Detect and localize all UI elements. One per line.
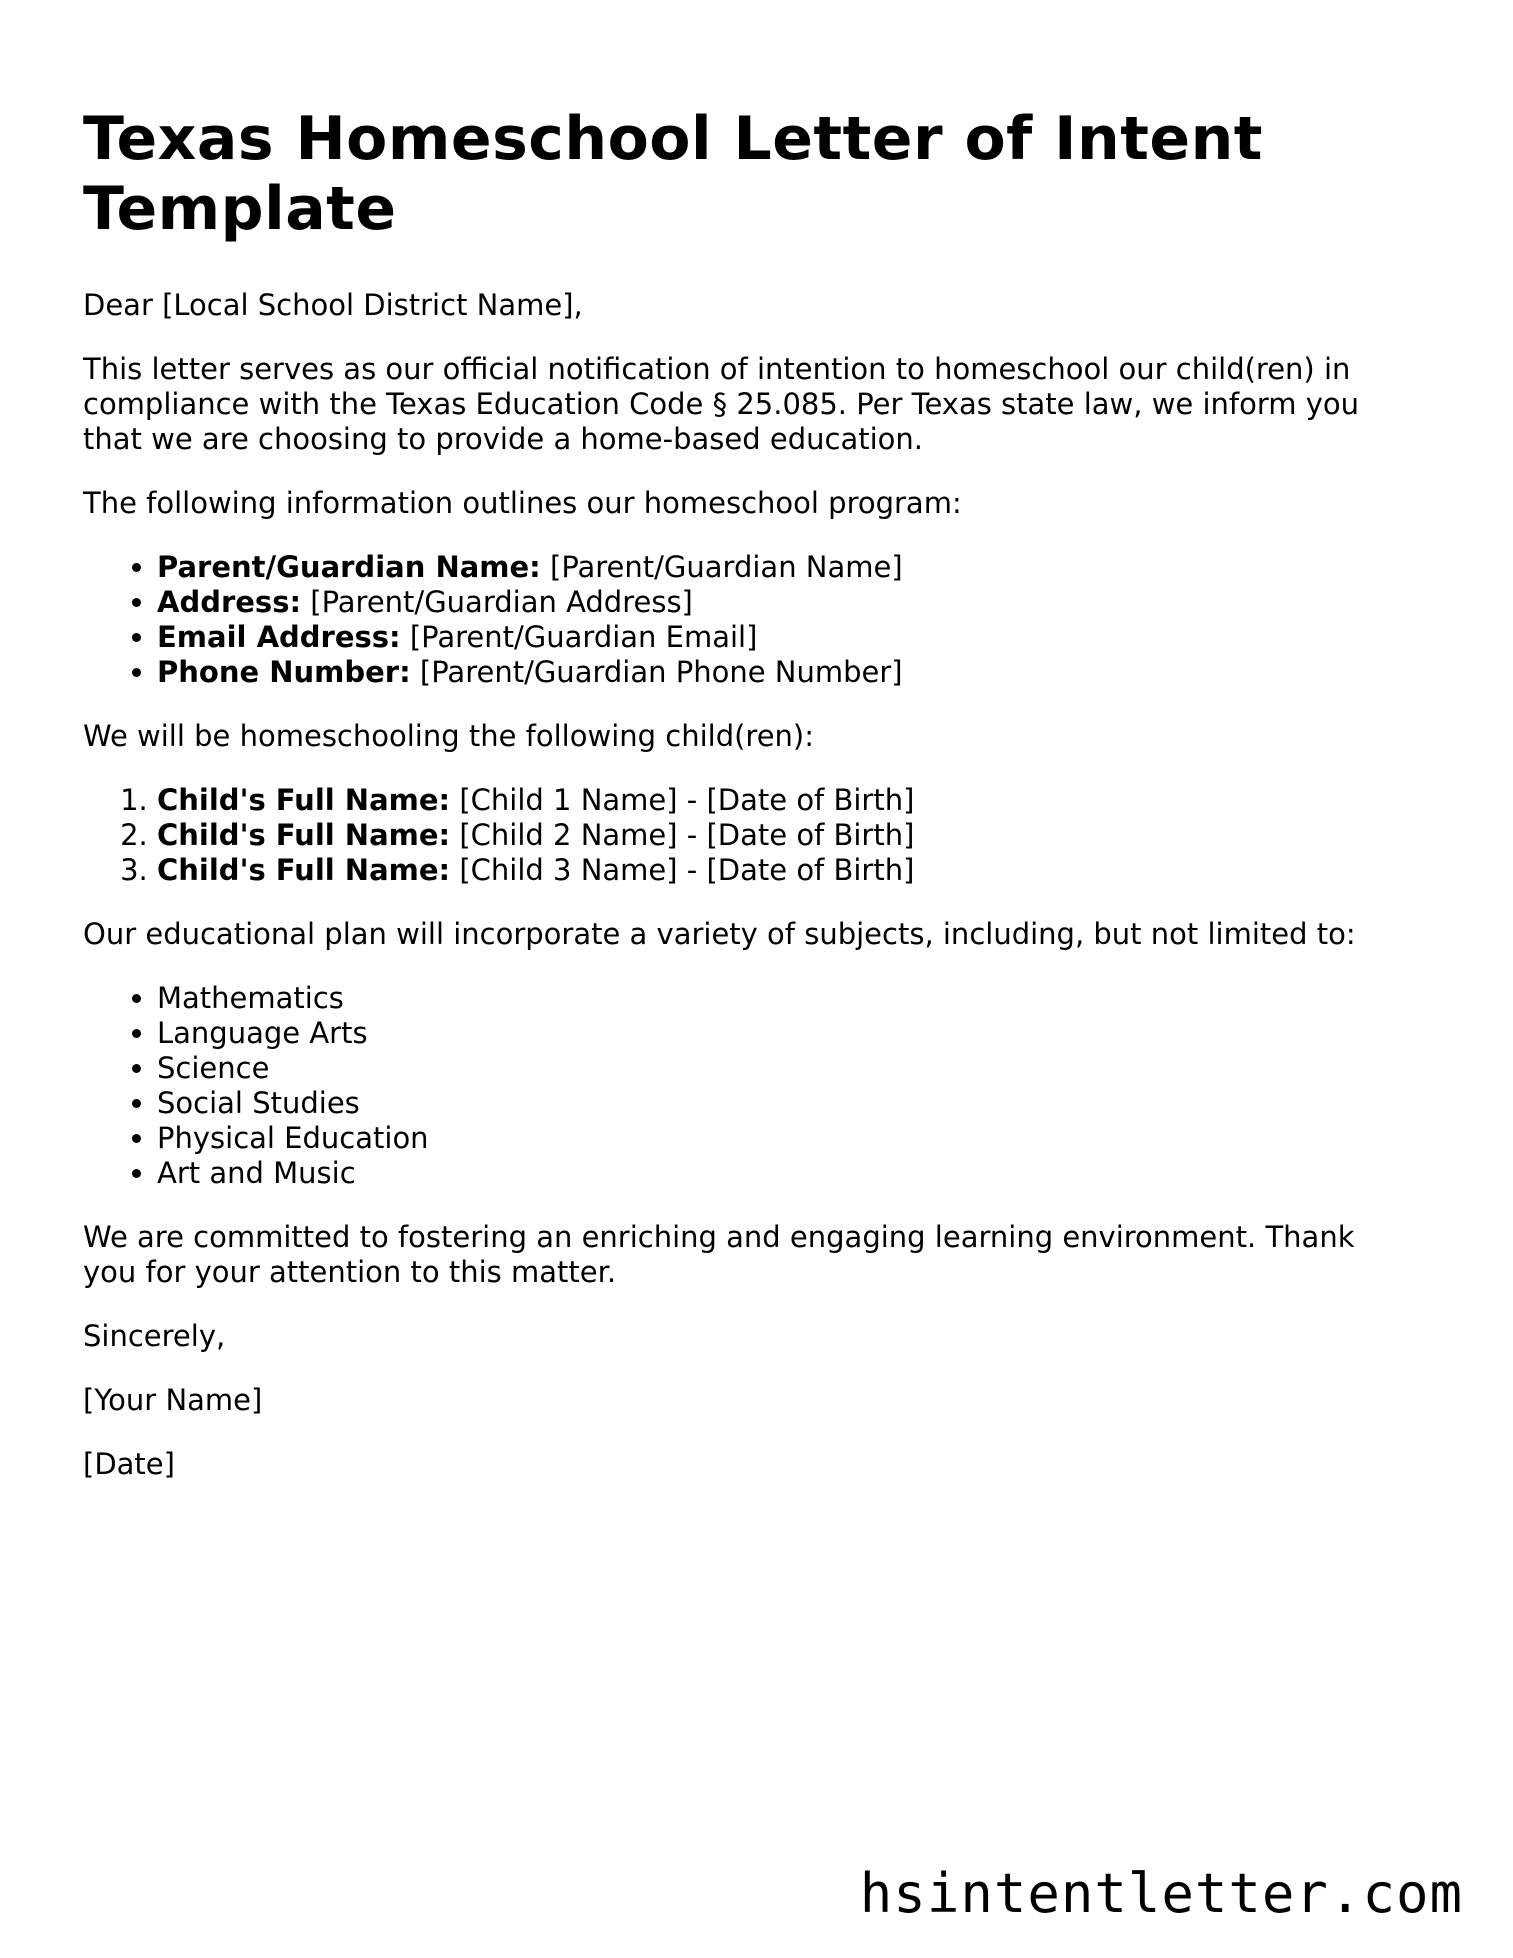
field-label: Email Address: bbox=[157, 620, 401, 654]
field-label: Address: bbox=[157, 585, 302, 619]
field-label: Parent/Guardian Name: bbox=[157, 550, 541, 584]
date-placeholder: [Date] bbox=[83, 1447, 175, 1481]
your-name-placeholder: [Your Name] bbox=[83, 1383, 263, 1417]
list-item-child-2 bbox=[157, 818, 1413, 853]
letter-document bbox=[83, 104, 1413, 1511]
list-item-child-1 bbox=[157, 783, 1413, 818]
list-item-parent-name bbox=[157, 550, 1413, 585]
field-value: [Parent/Guardian Phone Number] bbox=[410, 655, 903, 689]
footer-site-link: hsintentletter.com bbox=[859, 1862, 1463, 1925]
list-item-subject: • Science bbox=[157, 1051, 1413, 1086]
children-lead: We will be homeschooling the following child(ren): bbox=[83, 719, 815, 753]
list-item-subject: • Language Arts bbox=[157, 1016, 1413, 1051]
info-lead: The following information outlines our homeschool program: bbox=[83, 486, 962, 520]
list-item-subject: • Physical Education bbox=[157, 1121, 1413, 1156]
field-value: [Parent/Guardian Address] bbox=[301, 585, 693, 619]
field-label: Child's Full Name: bbox=[157, 783, 451, 817]
field-label: Child's Full Name: bbox=[157, 818, 451, 852]
list-item-subject: • Mathematics bbox=[157, 981, 1413, 1016]
list-item-address bbox=[157, 585, 1413, 620]
signoff: Sincerely, bbox=[83, 1319, 226, 1353]
field-value: [Parent/Guardian Name] bbox=[540, 550, 903, 584]
field-label: Phone Number: bbox=[157, 655, 411, 689]
field-value: [Parent/Guardian Email] bbox=[400, 620, 758, 654]
field-label: Child's Full Name: bbox=[157, 853, 451, 887]
list-item-child-3 bbox=[157, 853, 1413, 888]
list-item-email bbox=[157, 620, 1413, 655]
parent-info-list bbox=[83, 550, 1413, 690]
closing-paragraph: We are committed to fostering an enriching and engaging learning environment. Thank you for your attention to this matter. bbox=[83, 1220, 1355, 1289]
field-value: [Child 3 Name] - [Date of Birth] bbox=[450, 853, 915, 887]
field-value: [Child 2 Name] - [Date of Birth] bbox=[450, 818, 915, 852]
subjects-lead: Our educational plan will incorporate a variety of subjects, including, but not limited to: bbox=[83, 917, 1356, 951]
subjects-list bbox=[83, 981, 1413, 1191]
list-item-subject: • Social Studies bbox=[157, 1086, 1413, 1121]
children-list bbox=[83, 783, 1413, 888]
salutation: Dear [Local School District Name], bbox=[83, 288, 583, 322]
list-item-phone bbox=[157, 655, 1413, 690]
intro-paragraph: This letter serves as our official notification of intention to homeschool our child(ren) in compliance with the Texas Education Code § 25.085. Per Texas state law, we inform you that we are choosing to provide a home-based education. bbox=[83, 352, 1360, 456]
field-value: [Child 1 Name] - [Date of Birth] bbox=[450, 783, 915, 817]
page-title: Texas Homeschool Letter of Intent Template bbox=[83, 104, 1263, 244]
list-item-subject: • Art and Music bbox=[157, 1156, 1413, 1191]
